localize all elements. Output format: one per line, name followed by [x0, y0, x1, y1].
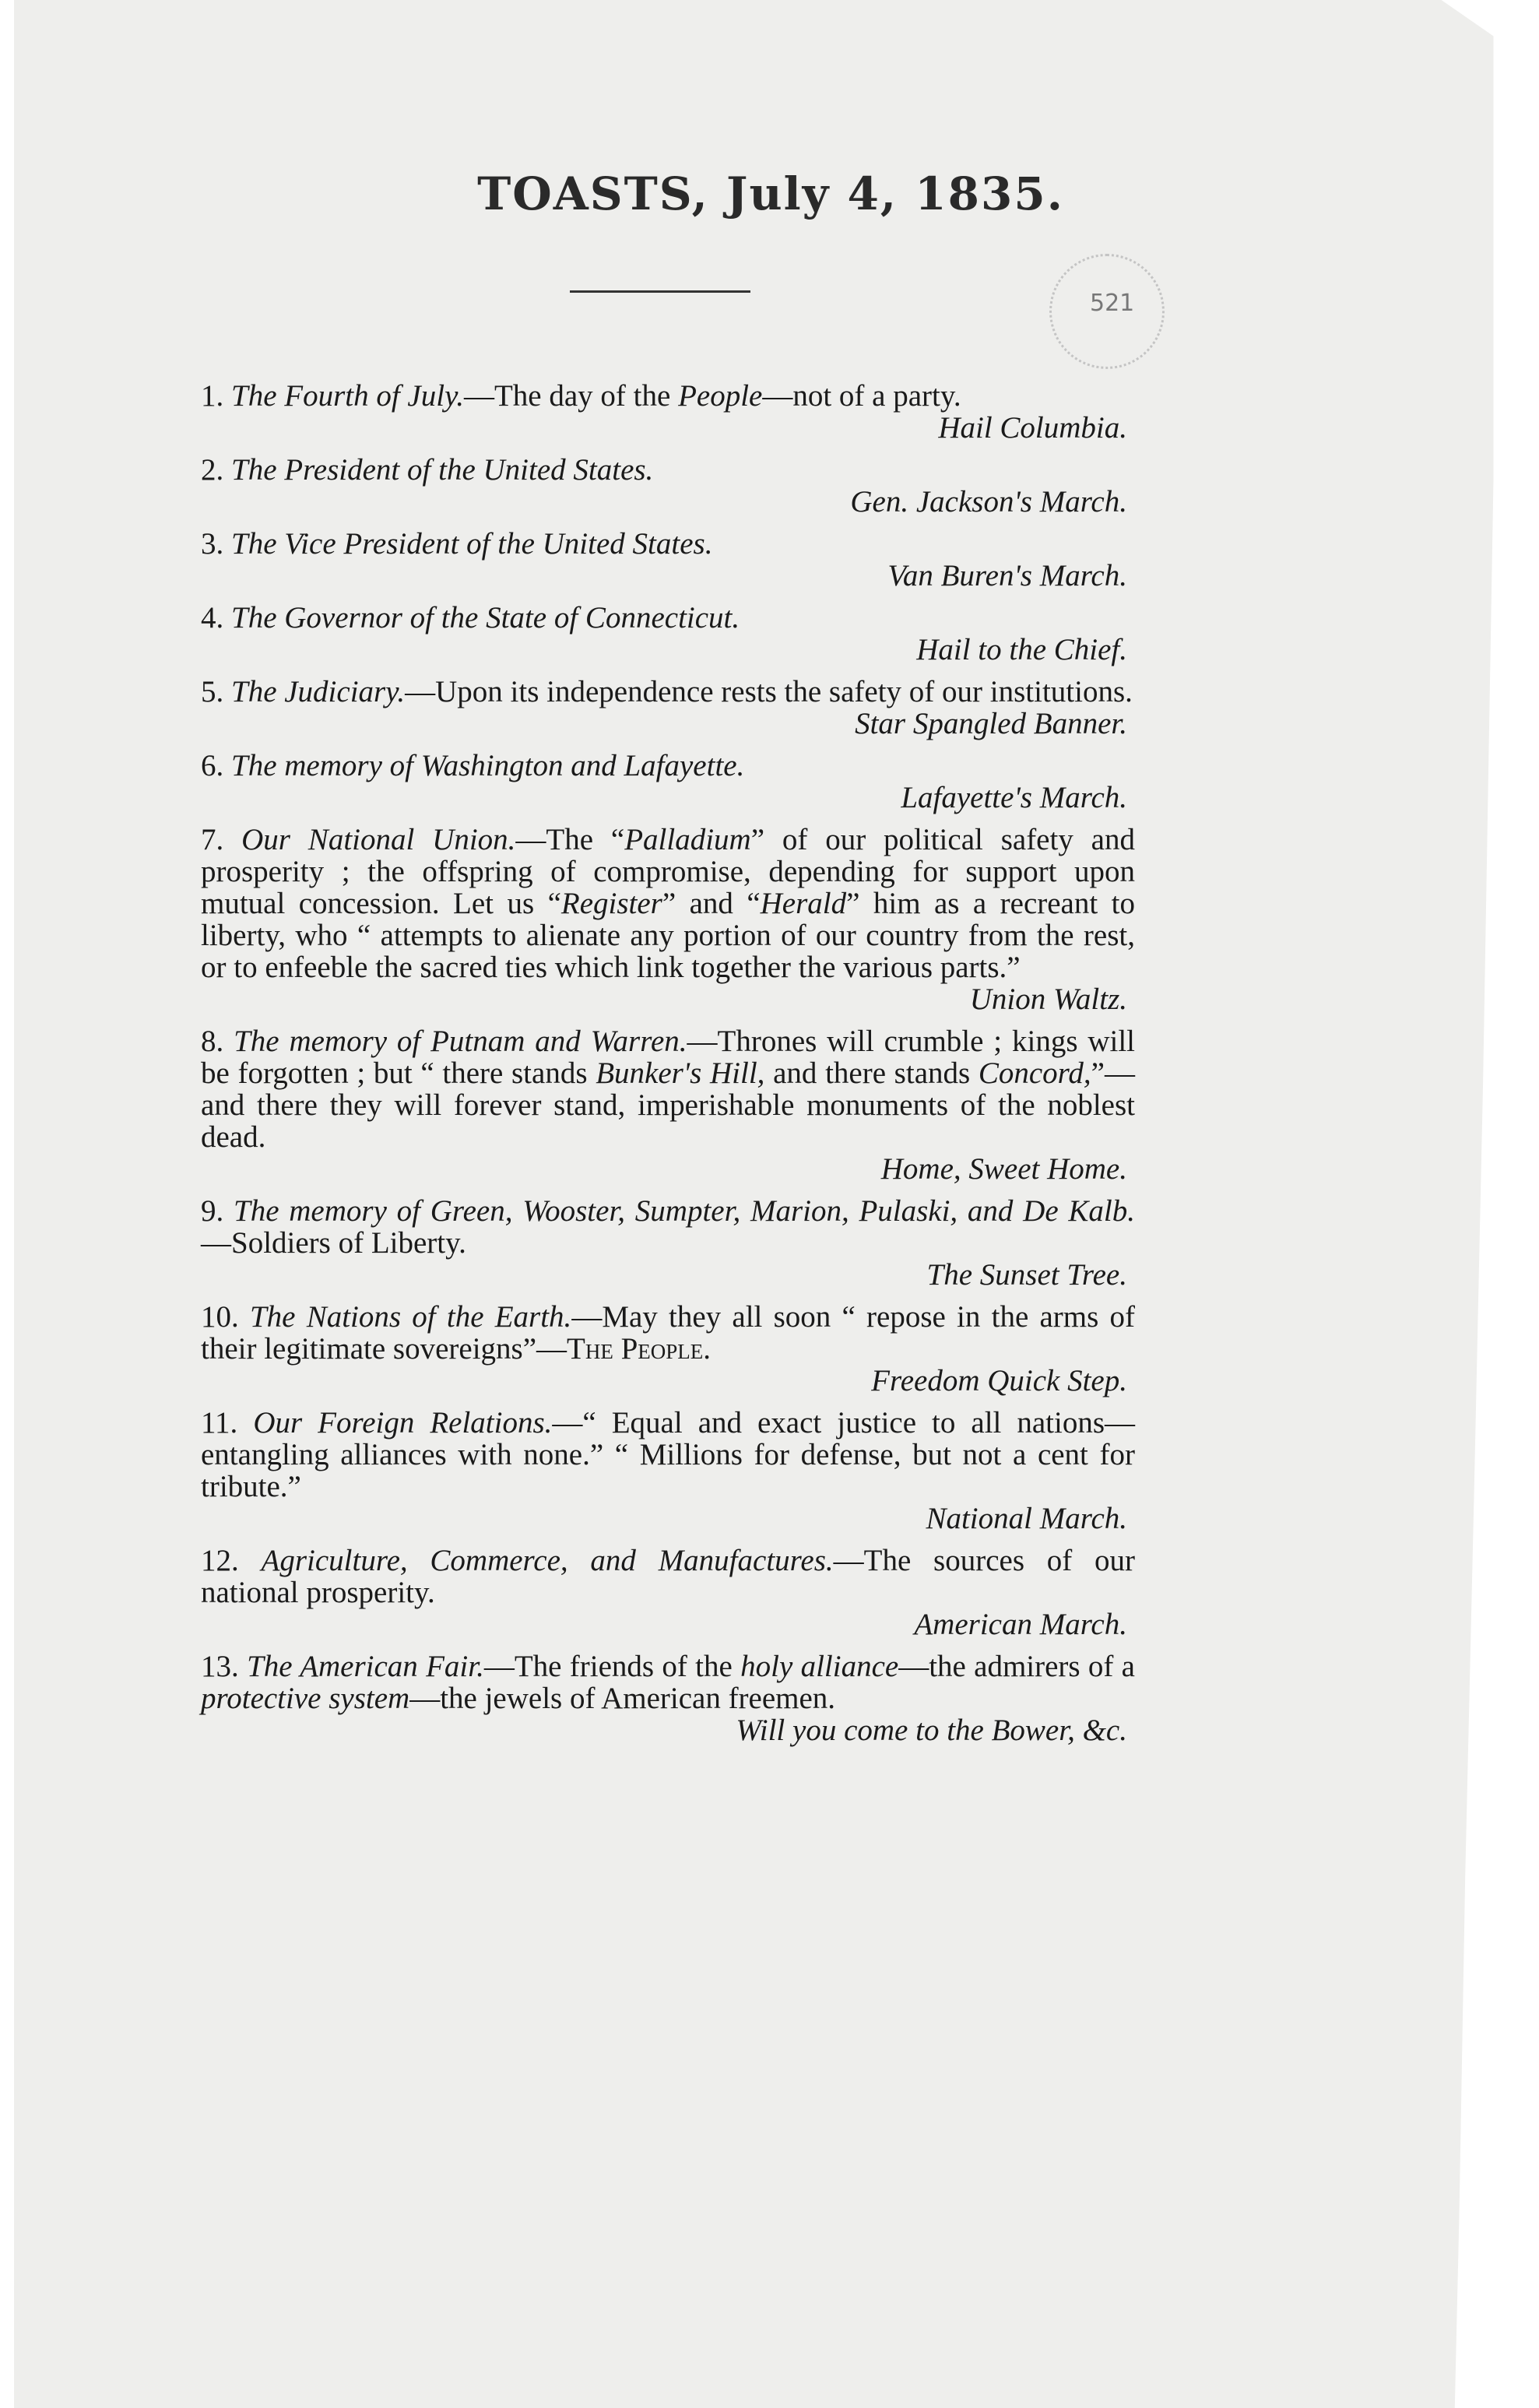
- toast-subject: Agriculture, Commerce, and Manufactures.: [261, 1544, 834, 1577]
- toast-body-part: —Thrones will crumble ; kings will be forgotten ; but “ there stands: [201, 1025, 1136, 1090]
- toast-subject: The memory of Green, Wooster, Sumpter, Marion, Pulaski, and De Kalb.: [234, 1194, 1136, 1228]
- toast-body-part: ” of our political safety and prosperity ; the offspring of compromise, depending for support upon mutual concession. Let us “: [201, 823, 1135, 920]
- toast-text: [201, 1195, 1135, 1259]
- toast-tune: National March.: [926, 1502, 1127, 1535]
- toast-number: 1.: [201, 379, 224, 413]
- toast-subject: Our Foreign Relations.: [253, 1406, 553, 1440]
- toast-body-part: Concord,: [978, 1056, 1091, 1090]
- toast-body-part: and there stands: [764, 1056, 979, 1090]
- toast-subject: The memory of Washington and Lafayette.: [231, 749, 745, 782]
- toast-text: [201, 1545, 1135, 1608]
- toast-item: [201, 1025, 1135, 1185]
- toast-text: [201, 1025, 1135, 1153]
- toast-subject: The Vice President of the United States.: [231, 527, 713, 561]
- toast-number: 3.: [201, 527, 224, 561]
- toast-subject: The Judiciary.: [231, 675, 406, 708]
- toast-item: [201, 602, 1135, 666]
- toast-number: 8.: [201, 1025, 224, 1058]
- toast-body-part: —The “: [515, 823, 625, 856]
- toast-body-part: The People.: [567, 1332, 712, 1366]
- toast-text: [201, 676, 1135, 708]
- toast-tune: Hail to the Chief.: [916, 633, 1127, 666]
- toast-item: [201, 750, 1135, 814]
- toast-text: [201, 824, 1135, 983]
- toast-tune: Gen. Jackson's March.: [850, 485, 1127, 519]
- toast-item: [201, 380, 1135, 444]
- toast-tune: Union Waltz.: [969, 983, 1127, 1016]
- toast-subject: The Nations of the Earth.: [249, 1300, 572, 1334]
- document-title: TOASTS, July 4, 1835.: [477, 167, 1064, 220]
- toast-body-part: holy alliance: [740, 1650, 899, 1683]
- toast-item: [201, 1650, 1135, 1746]
- toast-body-part: Bunker's Hill,: [596, 1056, 765, 1090]
- toast-number: 13.: [201, 1650, 239, 1683]
- toast-body-part: ” and “: [662, 887, 761, 920]
- toast-number: 12.: [201, 1544, 239, 1577]
- toast-item: [201, 824, 1135, 1015]
- toast-tune: Hail Columbia.: [938, 411, 1127, 445]
- toast-text: [201, 602, 1135, 634]
- toast-number: 4.: [201, 601, 224, 635]
- toast-subject: The Fourth of July.: [231, 379, 464, 413]
- toast-text: [201, 1301, 1135, 1365]
- toast-number: 9.: [201, 1194, 224, 1228]
- toast-text: [201, 750, 1135, 782]
- toast-subject: The President of the United States.: [231, 453, 654, 487]
- toast-number: 5.: [201, 675, 224, 708]
- toast-tune: American March.: [914, 1608, 1127, 1641]
- toast-tune: Freedom Quick Step.: [871, 1364, 1127, 1397]
- toast-text: [201, 454, 1135, 486]
- toast-subject: The American Fair.: [247, 1650, 484, 1683]
- toast-body-part: ” him as a recreant to liberty, who “ attempts to alienate any portion of our country from the rest, or to enfeeble the sacred ties which link together the various parts.”: [201, 887, 1135, 984]
- toast-tune: Will you come to the Bower, &c.: [736, 1714, 1127, 1747]
- toast-item: [201, 1301, 1135, 1397]
- toast-tune: Lafayette's March.: [901, 781, 1127, 814]
- toast-subject: The memory of Putnam and Warren.: [234, 1025, 687, 1058]
- toast-item: [201, 454, 1135, 518]
- toast-item: [201, 1545, 1135, 1640]
- toast-body-part: protective system: [201, 1682, 410, 1715]
- toast-body-part: —The sources of our national prosperity.: [201, 1544, 1136, 1609]
- toast-body-part: —not of a party.: [762, 379, 961, 413]
- toast-number: 6.: [201, 749, 224, 782]
- toast-text: [201, 1650, 1135, 1714]
- toast-body-part: Register: [560, 887, 662, 920]
- toast-item: [201, 1407, 1135, 1534]
- title-divider: [570, 290, 750, 293]
- toast-body-part: Palladium: [624, 823, 751, 856]
- toast-number: 2.: [201, 453, 224, 487]
- toast-body-part: —The friends of the: [483, 1650, 741, 1683]
- toast-body-part: —the jewels of American freemen.: [409, 1682, 836, 1715]
- toast-item: [201, 528, 1135, 592]
- toast-body-part: —May they all soon “ repose in the arms of their legitimate sovereigns”—: [201, 1300, 1135, 1366]
- toast-body-part: —Soldiers of Liberty.: [201, 1226, 466, 1260]
- toast-body-part: People: [678, 379, 763, 413]
- toast-tune: Home, Sweet Home.: [880, 1152, 1127, 1186]
- toast-text: [201, 528, 1135, 560]
- toast-subject: Our National Union.: [241, 823, 516, 856]
- toast-item: [201, 1195, 1135, 1291]
- stamp-number: 521: [1090, 290, 1135, 317]
- toast-item: [201, 676, 1135, 740]
- toast-body-part: —the admirers of a: [898, 1650, 1135, 1683]
- toast-text: [201, 380, 1135, 412]
- toast-tune: The Sunset Tree.: [926, 1258, 1127, 1292]
- toast-tune: Van Buren's March.: [887, 559, 1127, 592]
- toast-body-part: Herald: [760, 887, 847, 920]
- toast-subject: The Governor of the State of Connecticut.: [231, 601, 740, 635]
- toast-number: 11.: [201, 1406, 238, 1440]
- toast-body-part: —“ Equal and exact justice to all nations—entangling alliances with none.” “ Millions for defense, but not a cent for tribute.”: [201, 1406, 1136, 1503]
- toast-body-part: ”—and there they will forever stand, imperishable monuments of the noblest dead.: [201, 1056, 1135, 1154]
- toast-text: [201, 1407, 1135, 1503]
- toast-number: 7.: [201, 823, 224, 856]
- toast-body-part: —Upon its independence rests the safety of our institutions.: [405, 675, 1133, 708]
- toast-body-part: —The day of the: [463, 379, 679, 413]
- toast-list: [201, 380, 1135, 1756]
- toast-number: 10.: [201, 1300, 239, 1334]
- toast-tune: Star Spangled Banner.: [855, 707, 1127, 740]
